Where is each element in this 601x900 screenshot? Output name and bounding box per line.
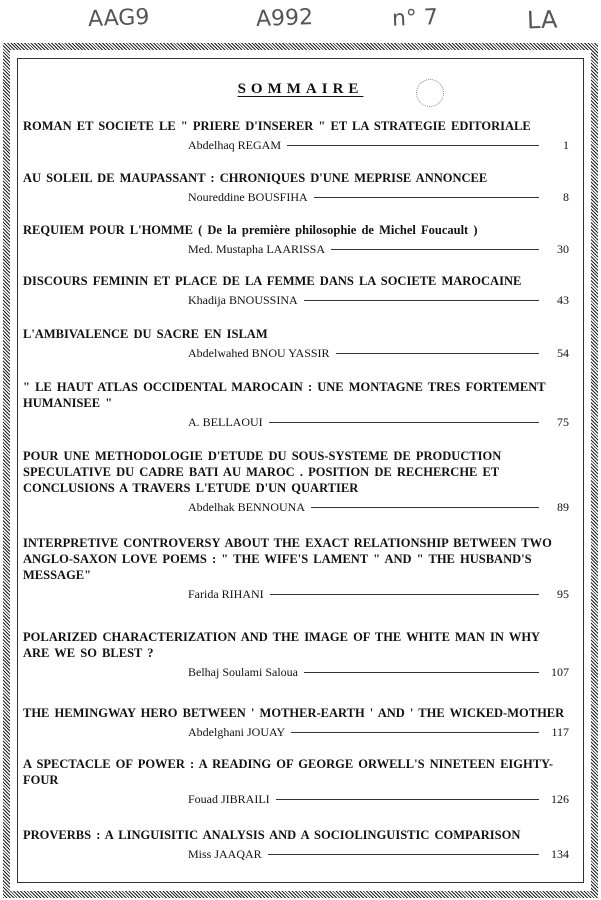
entry-title: ROMAN ET SOCIETE LE " PRIERE D'INSERER " ET LA STRATEGIE EDITORIALE: [23, 119, 531, 133]
handwritten-note-4: LA: [526, 5, 558, 35]
dot-leader: [291, 732, 539, 733]
entry-title: THE HEMINGWAY HERO BETWEEN ' MOTHER-EARTH ' AND ' THE WICKED-MOTHER: [23, 706, 565, 720]
heading-text: SOMMAIRE: [237, 81, 364, 97]
entry-title: POLARIZED CHARACTERIZATION AND THE IMAGE OF THE WHITE MAN IN WHY ARE WE SO BLEST ?: [23, 630, 540, 660]
dot-leader: [304, 672, 539, 673]
handwritten-note-3: n° 7: [391, 5, 439, 32]
entry-author: Abdelhaq REGAM: [188, 138, 281, 152]
toc-entry[interactable]: [23, 756, 569, 807]
dot-leader: [287, 145, 539, 146]
toc-entry[interactable]: [23, 170, 569, 205]
entry-page: 95: [557, 587, 569, 601]
page-title: [18, 81, 583, 98]
dot-leader: [276, 799, 539, 800]
toc-entry[interactable]: [23, 705, 569, 740]
entry-page: 54: [557, 346, 569, 360]
entry-author: A. BELLAOUI: [188, 415, 263, 429]
handwritten-note-1: AAG9: [87, 4, 150, 33]
library-stamp: [416, 79, 444, 107]
handwritten-note-2: A992: [255, 5, 314, 32]
entry-author: Khadija BNOUSSINA: [188, 293, 298, 307]
entry-title: " LE HAUT ATLAS OCCIDENTAL MAROCAIN : UNE MONTAGNE TRES FORTEMENT HUMANISEE ": [23, 380, 546, 410]
entry-title: DISCOURS FEMININ ET PLACE DE LA FEMME DANS LA SOCIETE MAROCAINE: [23, 274, 522, 288]
toc-entry[interactable]: [23, 827, 569, 862]
entry-author: Med. Mustapha LAARISSA: [188, 242, 325, 256]
toc-entry[interactable]: [23, 448, 569, 515]
entry-author: Farida RIHANI: [188, 587, 264, 601]
page-frame: [3, 43, 598, 898]
toc-entry[interactable]: [23, 535, 569, 602]
dot-leader: [331, 249, 539, 250]
entry-author: Abdelwahed BNOU YASSIR: [188, 346, 330, 360]
entry-author: Abdelhak BENNOUNA: [188, 500, 305, 514]
dot-leader: [269, 422, 539, 423]
entry-page: 8: [563, 190, 569, 204]
entry-title: POUR UNE METHODOLOGIE D'ETUDE DU SOUS-SYSTEME DE PRODUCTION SPECULATIVE DU CADRE BATI AU MAROC . POSITION DE RECHERCHE ET CONCLUSIONS A TRAVERS L'ETUDE D'UN QUARTIER: [23, 449, 502, 495]
entry-title: PROVERBS : A LINGUISITIC ANALYSIS AND A SOCIOLINGUISTIC COMPARISON: [23, 828, 521, 842]
entry-author: Fouad JIBRAILI: [188, 792, 270, 806]
dot-leader: [270, 594, 539, 595]
toc-entry[interactable]: [23, 379, 569, 430]
entry-title: AU SOLEIL DE MAUPASSANT : CHRONIQUES D'UNE MEPRISE ANNONCEE: [23, 171, 488, 185]
dot-leader: [304, 300, 539, 301]
toc-entry[interactable]: [23, 326, 569, 361]
entry-title: A SPECTACLE OF POWER : A READING OF GEORGE ORWELL'S NINETEEN EIGHTY- FOUR: [23, 757, 554, 787]
entry-author: Noureddine BOUSFIHA: [188, 190, 308, 204]
entry-page: 117: [551, 725, 569, 739]
entry-page: 107: [551, 665, 569, 679]
contents-panel: [17, 58, 584, 883]
dot-leader: [314, 197, 539, 198]
entry-page: 75: [557, 415, 569, 429]
entry-title: REQUIEM POUR L'HOMME ( De la première philosophie de Michel Foucault ): [23, 223, 478, 237]
dot-leader: [336, 353, 539, 354]
dot-leader: [311, 507, 539, 508]
entry-page: 126: [551, 792, 569, 806]
toc-entry[interactable]: [23, 118, 569, 153]
entry-author: Abdelghani JOUAY: [188, 725, 286, 739]
toc-entry[interactable]: [23, 273, 569, 308]
entry-title: L'AMBIVALENCE DU SACRE EN ISLAM: [23, 327, 268, 341]
toc-entry[interactable]: [23, 222, 569, 257]
entry-page: 134: [551, 847, 569, 861]
toc-entry[interactable]: [23, 629, 569, 680]
entry-author: Belhaj Soulami Saloua: [188, 665, 298, 679]
entry-author: Miss JAAQAR: [188, 847, 262, 861]
entry-page: 43: [557, 293, 569, 307]
entry-page: 89: [557, 500, 569, 514]
entry-title: INTERPRETIVE CONTROVERSY ABOUT THE EXACT RELATIONSHIP BETWEEN TWO ANGLO-SAXON LOVE POEMS : " THE WIFE'S LAMENT " AND " THE HUSBAND'S MESSAGE": [23, 536, 552, 582]
entry-page: 1: [563, 138, 569, 152]
entry-page: 30: [557, 242, 569, 256]
dot-leader: [268, 854, 539, 855]
